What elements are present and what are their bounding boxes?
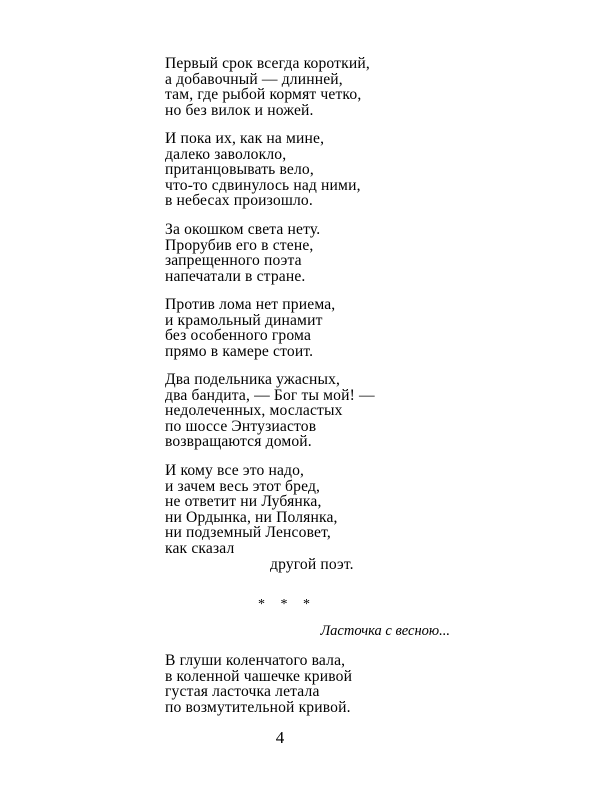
verse-line: недолеченных, мосластых bbox=[165, 402, 343, 420]
page-number: 4 bbox=[275, 728, 285, 747]
verse-line: В глуши коленчатого вала, bbox=[165, 652, 346, 669]
verse-line: густая ласточка летала bbox=[165, 683, 320, 701]
verse-line: запрещенного поэта bbox=[165, 252, 302, 270]
verse-line: возвращаются домой. bbox=[165, 433, 312, 451]
verse-line: по шоссе Энтузиастов bbox=[165, 417, 317, 435]
verse-line: ни подземный Ленсовет, bbox=[165, 524, 331, 542]
verse-line: Против лома нет приема, bbox=[165, 296, 336, 313]
verse-line: И пока их, как на мине, bbox=[165, 130, 325, 147]
section-separator: * * * bbox=[258, 597, 316, 612]
verse-line: ни Ордынка, ни Полянка, bbox=[165, 508, 338, 526]
verse-line: прямо в камере стоит. bbox=[165, 342, 314, 360]
verse-line: в коленной чашечке кривой bbox=[165, 667, 353, 685]
poem1-stanza-2 bbox=[165, 131, 361, 209]
verse-line: напечатали в стране. bbox=[165, 267, 306, 285]
epigraph: Ласточка с весною... bbox=[320, 623, 450, 639]
verse-line: там, где рыбой кормят четко, bbox=[165, 86, 362, 104]
poem1-stanza-3 bbox=[165, 222, 320, 284]
verse-line: пританцовывать вело, bbox=[165, 161, 314, 179]
verse-line: И кому все это надо, bbox=[165, 462, 305, 479]
verse-line: без особенного грома bbox=[165, 327, 312, 345]
verse-line: не ответит ни Лубянка, bbox=[165, 493, 322, 511]
verse-line: За окошком света нету. bbox=[165, 221, 321, 238]
verse-line: как сказал bbox=[165, 539, 235, 557]
verse-line: по возмутительной кривой. bbox=[165, 698, 351, 716]
poem1-stanza-6 bbox=[165, 463, 354, 572]
verse-line: Прорубив его в стене, bbox=[165, 236, 314, 254]
verse-line: Два подельника ужасных, bbox=[165, 371, 341, 388]
verse-line: но без вилок и ножей. bbox=[165, 101, 314, 119]
verse-line: и крамольный динамит bbox=[165, 311, 323, 329]
verse-line: в небесах произошло. bbox=[165, 192, 313, 210]
verse-line: Первый срок всегда короткий, bbox=[165, 55, 370, 72]
verse-line: и зачем весь этот бред, bbox=[165, 477, 321, 495]
poem1-stanza-5 bbox=[165, 372, 375, 450]
verse-line: далеко заволокло, bbox=[165, 145, 287, 163]
verse-line-indented: другой поэт. bbox=[270, 555, 354, 573]
verse-line: два бандита, — Бог ты мой! — bbox=[165, 386, 375, 404]
poem2-stanza-1 bbox=[165, 653, 352, 715]
poem1-stanza-4 bbox=[165, 297, 335, 359]
poem1-stanza-1 bbox=[165, 56, 370, 118]
verse-line: что-то сдвинулось над ними, bbox=[165, 176, 361, 194]
verse-line: а добавочный — длинней, bbox=[165, 70, 343, 88]
